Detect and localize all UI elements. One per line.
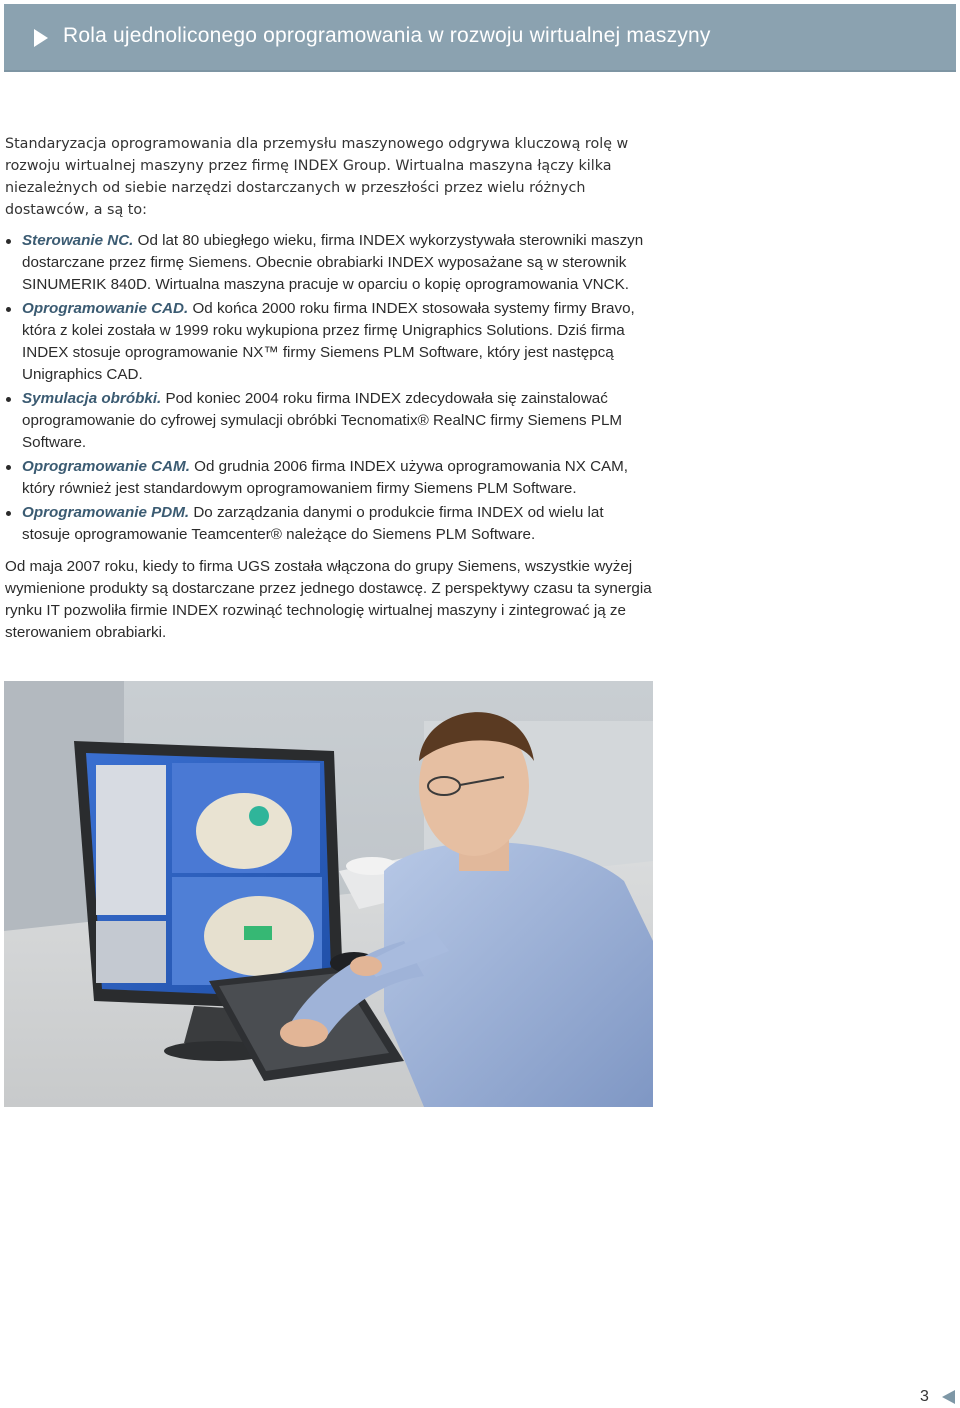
list-item-term: Sterowanie NC.	[22, 232, 134, 249]
bullet-icon	[6, 307, 11, 312]
list-item-term: Oprogramowanie CAD.	[22, 300, 189, 317]
intro-paragraph: Standaryzacja oprogramowania dla przemysłu maszynowego odgrywa kluczową rolę w rozwoju wirtualnej maszyny przez firmę INDEX Group. Wirtualna maszyna łączy kilka niezależnych od siebie narzędzi dostarczanych w przeszłości przez wielu różnych dostawców, a są to:	[5, 136, 629, 218]
list-item	[5, 456, 655, 500]
tools-list	[5, 230, 655, 546]
list-item-text: Pod koniec 2004 roku firma INDEX zdecydowała się zainstalować oprogramowanie do cyfrowej symulacji obróbki Tecnomatix® RealNC firmy Siemens PLM Software.	[22, 390, 623, 451]
list-item	[5, 388, 655, 454]
bullet-icon	[6, 511, 11, 516]
list-item	[5, 230, 655, 296]
engineer-at-workstation-photo	[4, 681, 653, 1107]
list-item-text: Do zarządzania danymi o produkcie firma INDEX od wielu lat stosuje oprogramowanie Teamcenter® należące do Siemens PLM Software.	[22, 504, 604, 543]
list-item	[5, 502, 655, 546]
bullet-icon	[6, 397, 11, 402]
page-title: Rola ujednoliconego oprogramowania w rozwoju wirtualnej maszyny	[63, 24, 711, 47]
closing-paragraph: Od maja 2007 roku, kiedy to firma UGS została włączona do grupy Siemens, wszystkie wyżej wymienione produkty są dostarczane przez jednego dostawcę. Z perspektywy czasu ta synergia rynku IT pozwoliła firmie INDEX rozwinąć technologię wirtualnej maszyny i zintegrować ją ze sterowaniem obrabiarki.	[5, 558, 652, 641]
list-item-text: Od końca 2000 roku firma INDEX stosowała systemy firmy Bravo, która z kolei została w 1999 roku wykupiona przez firmę Unigraphics Solutions. Dziś firma INDEX stosuje oprogramowanie NX™ firmy Siemens PLM Software, który jest następcą Unigraphics CAD.	[22, 300, 635, 383]
section-header	[4, 4, 956, 72]
list-item-text: Od grudnia 2006 firma INDEX używa oprogramowania NX CAM, który również jest standardowym oprogramowaniem firmy Siemens PLM Software.	[22, 458, 629, 497]
list-item-term: Oprogramowanie CAM.	[22, 458, 190, 475]
left-triangle-icon	[942, 1390, 955, 1404]
article-body	[5, 133, 655, 644]
bullet-icon	[6, 465, 11, 470]
play-triangle-icon	[34, 29, 48, 47]
page-number: 3	[920, 1388, 929, 1405]
bullet-icon	[6, 239, 11, 244]
list-item	[5, 298, 655, 386]
list-item-term: Symulacja obróbki.	[22, 390, 162, 407]
list-item-text: Od lat 80 ubiegłego wieku, firma INDEX wykorzystywała sterowniki maszyn dostarczane przez firmę Siemens. Obecnie obrabiarki INDEX wyposażane są w sterownik SINUMERIK 840D. Wirtualna maszyna pracuje w oparciu o kopię oprogramowania VNCK.	[22, 232, 644, 293]
list-item-term: Oprogramowanie PDM.	[22, 504, 190, 521]
